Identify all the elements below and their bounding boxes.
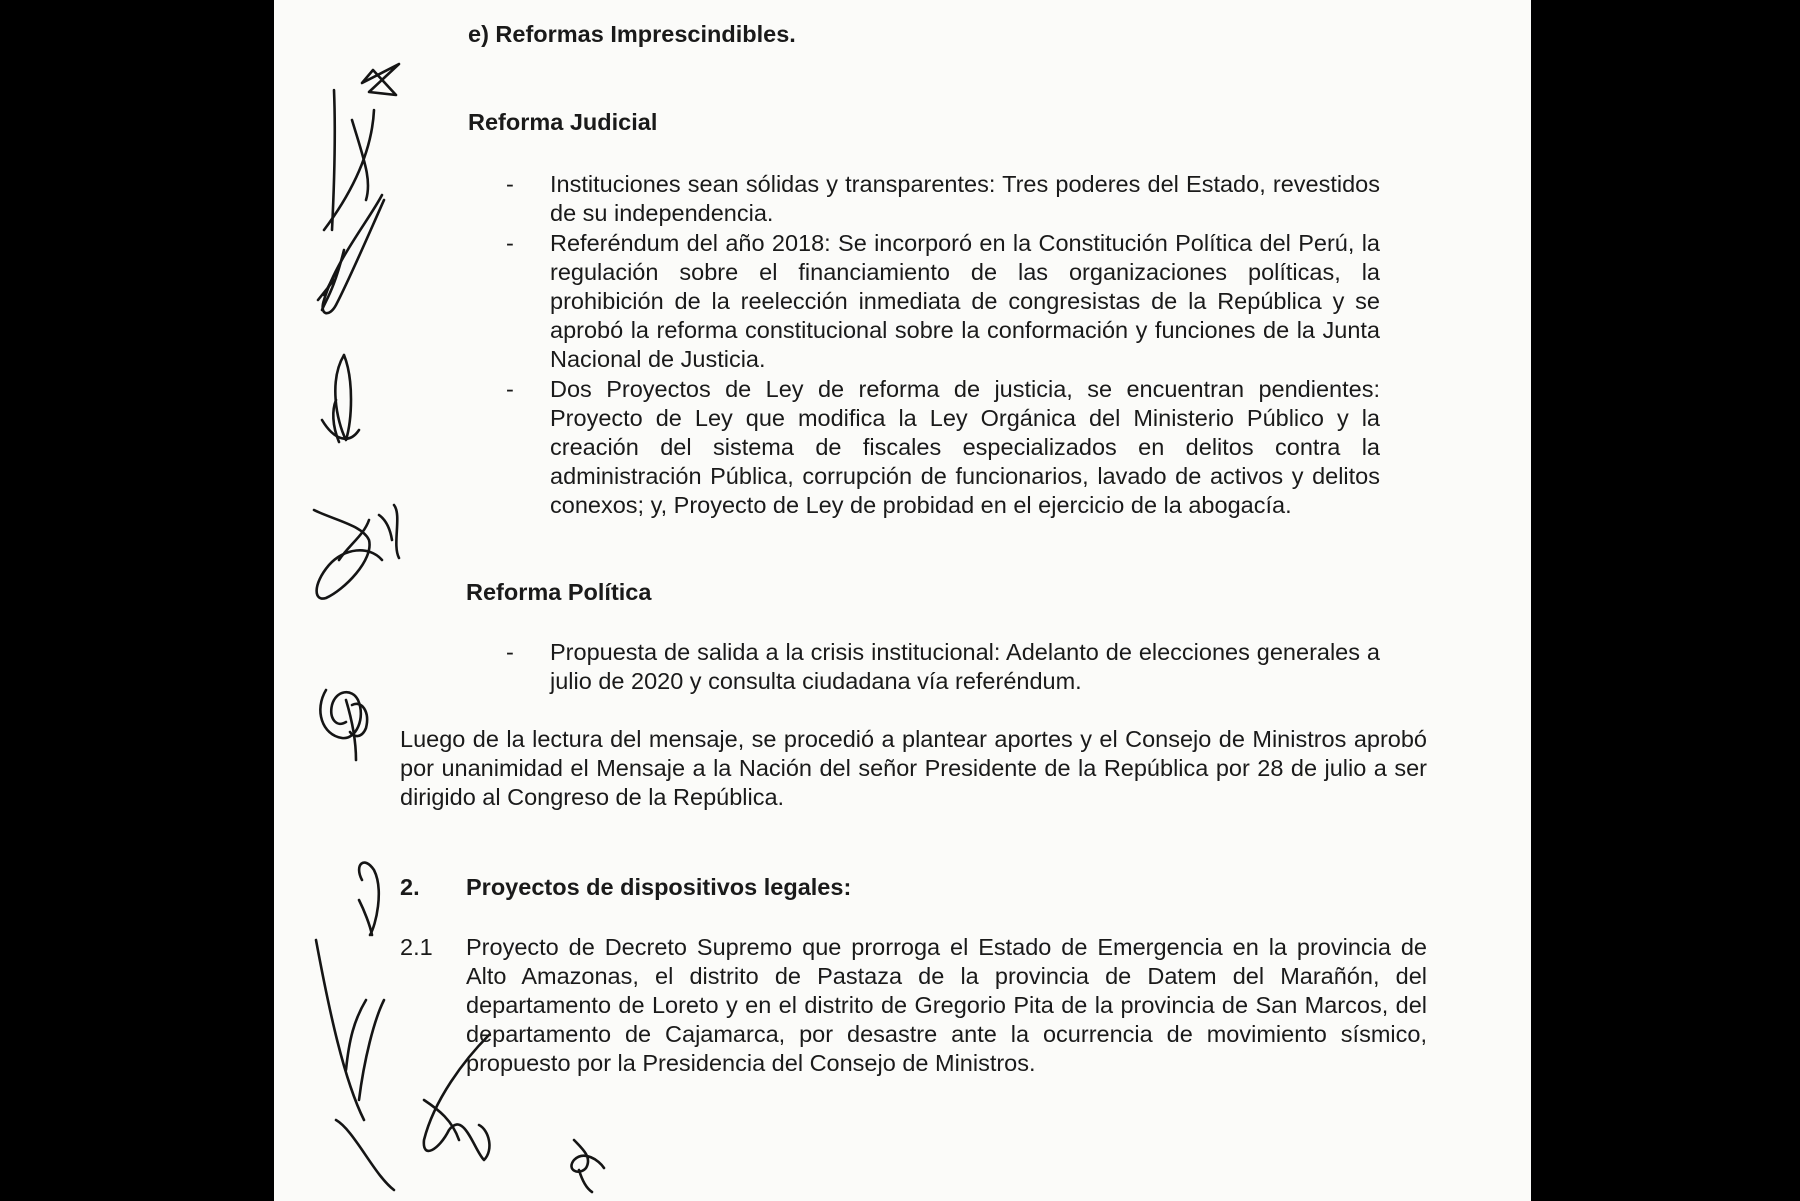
section-2-title: Proyectos de dispositivos legales:: [466, 874, 852, 900]
signature-3: [322, 355, 359, 442]
document-page: [274, 0, 1531, 1201]
item-2-1-number: 2.1: [400, 934, 433, 960]
signature-5: [320, 690, 367, 760]
signature-1: [324, 64, 399, 230]
signature-4: [314, 505, 399, 599]
reforma-judicial-item-3: Dos Proyectos de Ley de reforma de justicia, se encuentran pendientes: Proyecto de Ley que modifica la Ley Orgánica del Ministerio Público y la creación del sistema de fiscales especializados en delitos contra la administración Pública, corrupción de funcionarios, lavado de activos y delitos conexos; y, Proyecto de Ley de probidad en el ejercicio de la abogacía.: [550, 376, 1380, 518]
signature-8: [571, 1140, 604, 1192]
reforma-judicial-title: Reforma Judicial: [468, 109, 658, 135]
closing-paragraph: Luego de la lectura del mensaje, se procedió a plantear aportes y el Consejo de Ministros aprobó por unanimidad el Mensaje a la Nación del señor Presidente de la República por 28 de julio a ser dirigido al Congreso de la República.: [400, 726, 1427, 810]
bullet-marker: -: [506, 639, 514, 665]
bullet-marker: -: [506, 230, 514, 256]
signature-6: [316, 863, 394, 1190]
bullet-marker: -: [506, 376, 514, 402]
reforma-politica-item-1: Propuesta de salida a la crisis institucional: Adelanto de elecciones generales a julio de 2020 y consulta ciudadana vía referéndum.: [550, 639, 1380, 694]
reforma-judicial-item-1: Instituciones sean sólidas y transparentes: Tres poderes del Estado, revestidos de su independencia.: [550, 171, 1380, 226]
signature-2: [318, 195, 384, 313]
section-e-title: e) Reformas Imprescindibles.: [468, 21, 796, 47]
bullet-marker: -: [506, 171, 514, 197]
section-2-number: 2.: [400, 874, 420, 900]
item-2-1-text: Proyecto de Decreto Supremo que prorroga el Estado de Emergencia en la provincia de Alto Amazonas, el distrito de Pastaza de la provincia de Datem del Marañón, del departamento de Loreto y en el distrito de Gregorio Pita de la provincia de San Marcos, del departamento de Cajamarca, por desastre ante la ocurrencia de movimiento sísmico, propuesto por la Presidencia del Consejo de Ministros.: [466, 934, 1427, 1076]
reforma-judicial-item-2: Referéndum del año 2018: Se incorporó en la Constitución Política del Perú, la regulación sobre el financiamiento de las organizaciones políticas, la prohibición de la reelección inmediata de congresistas de la República y se aprobó la reforma constitucional sobre la conformación y funciones de la Junta Nacional de Justicia.: [550, 230, 1380, 372]
reforma-politica-title: Reforma Política: [466, 579, 652, 605]
